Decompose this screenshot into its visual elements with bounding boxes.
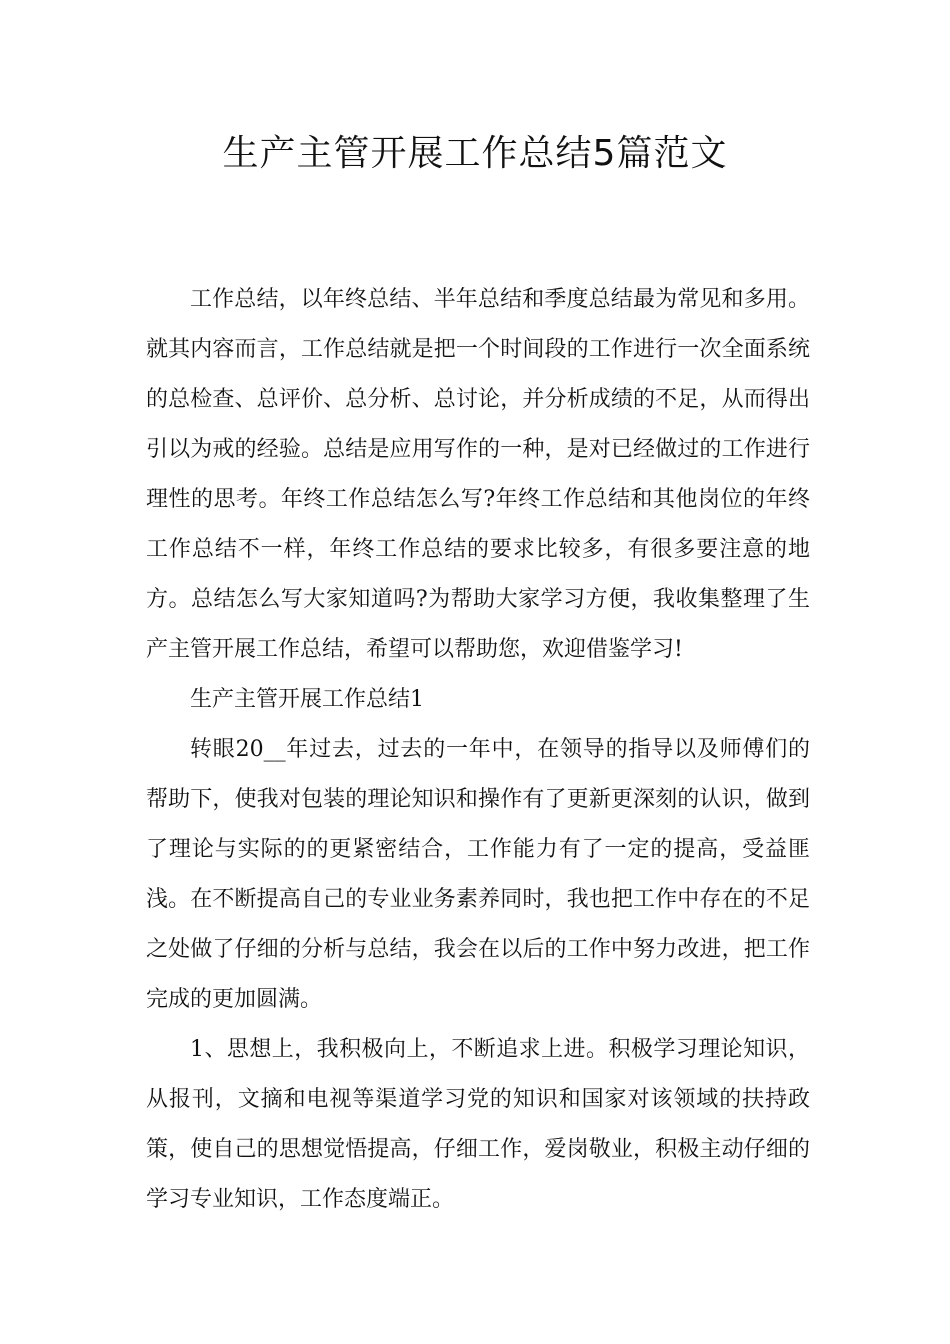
section-heading: 生产主管开展工作总结1 — [190, 687, 424, 712]
body-paragraph: 转眼20__年过去，过去的一年中，在领导的指导以及师傅们的帮助下，使我对包装的理论知识和操作有了更新更深刻的认识，做到了理论与实际的的更紧密结合，工作能力有了一定的提高，受益匪浅。在不断提高自己的专业业务素养同时，我也把工作中存在的不足之处做了仔细的分析与总结，我会在以后的工作中努力改进，把工作完成的更加圆满。 — [146, 737, 810, 1012]
document-body — [146, 275, 810, 1225]
body-paragraph: 1、思想上，我积极向上，不断追求上进。积极学习理论知识，从报刊，文摘和电视等渠道学习党的知识和国家对该领域的扶持政策，使自己的思想觉悟提高，仔细工作，爱岗敬业，积极主动仔细的学习专业知识，工作态度端正。 — [146, 1037, 810, 1212]
intro-paragraph: 工作总结，以年终总结、半年总结和季度总结最为常见和多用。就其内容而言，工作总结就是把一个时间段的工作进行一次全面系统的总检查、总评价、总分析、总讨论，并分析成绩的不足，从而得出引以为戒的经验。总结是应用写作的一种，是对已经做过的工作进行理性的思考。年终工作总结怎么写?年终工作总结和其他岗位的年终工作总结不一样，年终工作总结的要求比较多，有很多要注意的地方。总结怎么写大家知道吗?为帮助大家学习方便，我收集整理了生产主管开展工作总结，希望可以帮助您，欢迎借鉴学习! — [146, 287, 810, 662]
document-title: 生产主管开展工作总结5篇范文 — [222, 133, 728, 174]
